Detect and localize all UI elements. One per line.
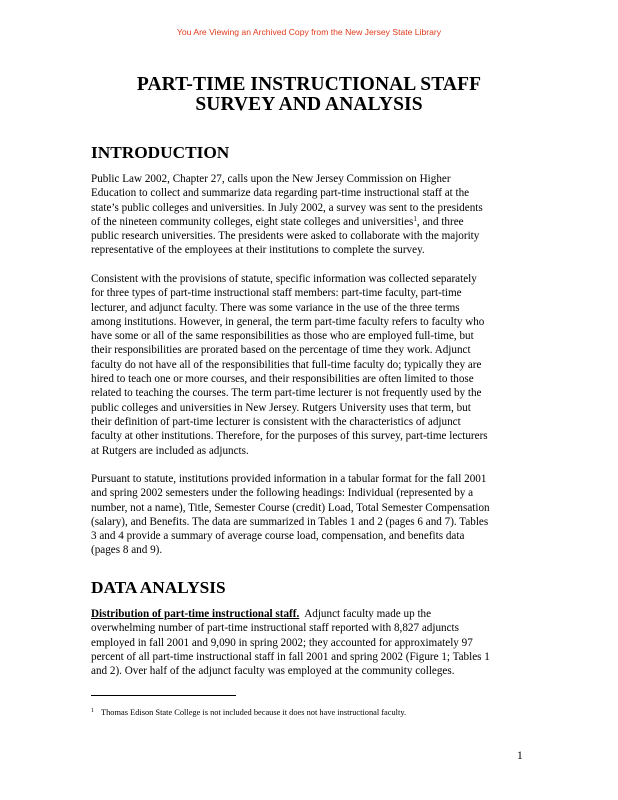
text-line: (pages 8 and 9). [91,544,163,557]
text-line: Consistent with the provisions of statute, specific information was collected separately [91,273,477,285]
text-line: their definition of part-time lecturer is consistent with the characteristics of adjunct [91,415,461,428]
text-segment: of the nineteen community colleges, eight state colleges and universities [91,215,414,228]
text-line: number, not a name), Title, Semester Course (credit) Load, Total Semester Compensation [91,501,490,514]
text-line: Public Law 2002, Chapter 27, calls upon the New Jersey Commission on Higher [91,173,451,185]
text-line: related to teaching the courses. The term part-time lecturer is not frequently used by the [91,387,482,400]
archive-banner: You Are Viewing an Archived Copy from the New Jersey State Library [176,27,442,37]
text-line: faculty at other institutions. Therefore, for the purposes of this survey, part-time lecturers [91,430,488,443]
text-line: (salary), and Benefits. The data are summarized in Tables 1 and 2 (pages 6 and 7). Tables [91,515,489,528]
text-line [91,607,541,621]
text-line: their responsibilities are prorated based on the percentage of time they work. Adjunct [91,344,471,357]
text-line: for three types of part-time instructional staff members: part-time faculty, part-time [91,287,462,300]
title-line-1: PART-TIME INSTRUCTIONAL STAFF [136,74,482,95]
text-line: lecturer, and adjunct faculty. There was some variance in the use of the three terms [91,301,460,314]
text-line [91,215,541,229]
text-line: public colleges and universities in New Jersey. Rutgers University uses that term, but [91,401,471,414]
run-in-heading: Distribution of part-time instructional staff. [91,608,300,620]
text-line: faculty do not have all of the responsibilities that full-time faculty do; typically they are [91,358,482,371]
text-line: hired to teach one or more courses, and their responsibilities are often limited to those [91,373,474,386]
footnote [91,706,406,718]
text-line: 3 and 4 provide a summary of average course load, compensation, and benefits data [91,530,465,543]
introduction-heading: INTRODUCTION [91,143,230,162]
footnote-text: Thomas Edison State College is not included because it does not have instructional faculty. [101,708,407,717]
footnote-reference: 1 [413,214,417,223]
text-segment: Adjunct faculty made up the [299,608,432,620]
text-line: Pursuant to statute, institutions provided information in a tabular format for the fall 2001 [91,473,487,485]
intro-paragraph-1 [91,172,541,258]
page-number: 1 [517,750,523,762]
data-analysis-paragraph [91,607,541,678]
text-line: have some or all of the same responsibilities as those who are employed full-time, but [91,330,474,343]
text-line: employed in fall 2001 and 9,090 in spring 2002; they accounted for approximately 97 [91,636,473,649]
text-line: percent of all part-time instructional staff in fall 2001 and spring 2002 (Figure 1; Tables 1 [91,650,490,663]
text-line: public research universities. The presidents were asked to collaborate with the majority [91,230,480,243]
footnote-mark: 1 [91,708,94,714]
text-line: and spring 2002 semesters under the following headings: Individual (represented by a [91,487,474,500]
title-line-2: SURVEY AND ANALYSIS [195,94,423,115]
text-segment: , and three [416,215,464,228]
intro-paragraph-2 [91,272,541,458]
intro-paragraph-3 [91,472,541,558]
text-line: Education to collect and summarize data regarding part-time instructional staff at the [91,187,470,200]
text-line: among institutions. However, in general, the term part-time faculty refers to faculty who [91,315,485,328]
text-line: and 2). Over half of the adjunct faculty was employed at the community colleges. [91,665,455,678]
data-analysis-heading: DATA ANALYSIS [91,578,226,597]
page-title [0,75,618,115]
footnote-separator [91,695,236,696]
text-line: at Rutgers are included as adjuncts. [91,444,249,457]
text-line: state’s public colleges and universities. In July 2002, a survey was sent to the presidents [91,201,483,214]
text-line: representative of the employees at their institutions to complete the survey. [91,244,425,257]
text-line: overwhelming number of part-time instructional staff reported with 8,827 adjuncts [91,622,459,635]
